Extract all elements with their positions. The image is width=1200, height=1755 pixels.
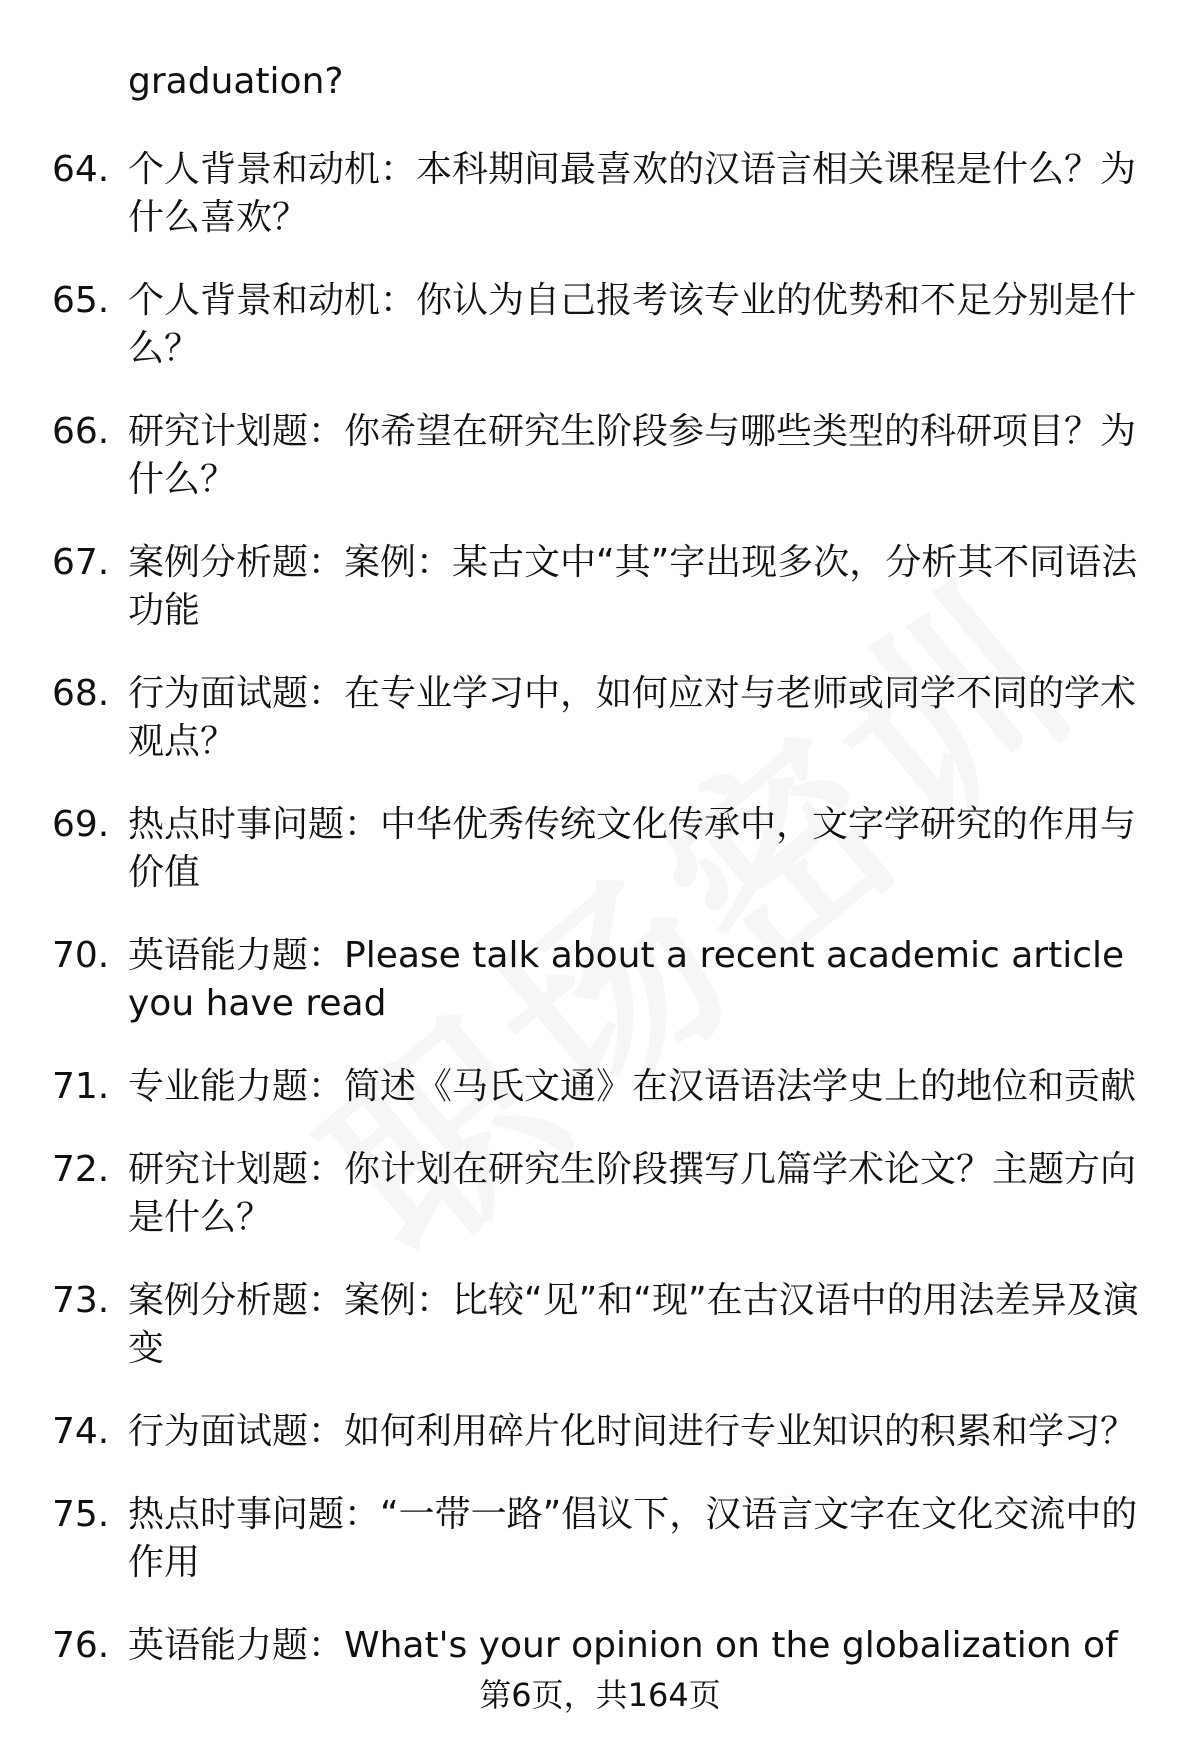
question-text: 热点时事问题：中华优秀传统文化传承中，文字学研究的作用与价值 xyxy=(128,804,1137,893)
page-footer: 第6页，共164页 xyxy=(479,1676,721,1714)
question-text: 专业能力题：简述《马氏文通》在汉语语法学史上的地位和贡献 xyxy=(128,1066,1137,1107)
list-item xyxy=(0,670,1200,801)
question-text: 案例分析题：案例：某古文中“其”字出现多次，分析其不同语法功能 xyxy=(128,542,1138,631)
list-item xyxy=(0,1491,1200,1622)
list-item xyxy=(0,932,1200,1063)
question-number: 64. xyxy=(52,149,110,190)
question-number: 67. xyxy=(52,542,110,583)
continuation-text: graduation? xyxy=(128,61,344,102)
question-list xyxy=(0,146,1200,1682)
list-item xyxy=(0,146,1200,277)
question-number: 68. xyxy=(52,673,110,714)
question-text: 热点时事问题：“一带一路”倡议下，汉语言文字在文化交流中的作用 xyxy=(128,1494,1138,1583)
question-text: 案例分析题：案例：比较“见”和“现”在古汉语中的用法差异及演变 xyxy=(128,1280,1139,1369)
question-number: 71. xyxy=(52,1066,110,1107)
question-number: 75. xyxy=(52,1494,110,1535)
question-text: 英语能力题：Please talk about a recent academic article you have read xyxy=(128,935,1125,1024)
question-text: 英语能力题：What's your opinion on the globalization of xyxy=(128,1625,1118,1666)
question-number: 73. xyxy=(52,1280,110,1321)
question-text: 行为面试题：在专业学习中，如何应对与老师或同学不同的学术观点？ xyxy=(128,673,1137,762)
question-number: 70. xyxy=(52,935,110,976)
question-number: 69. xyxy=(52,804,110,845)
question-number: 65. xyxy=(52,280,110,321)
question-number: 74. xyxy=(52,1411,110,1452)
list-item xyxy=(0,539,1200,670)
list-item xyxy=(0,801,1200,932)
list-item xyxy=(0,408,1200,539)
question-text: 个人背景和动机：本科期间最喜欢的汉语言相关课程是什么？为什么喜欢？ xyxy=(128,149,1137,238)
question-number: 76. xyxy=(52,1625,110,1666)
list-item xyxy=(0,1146,1200,1277)
list-item xyxy=(0,1408,1200,1491)
list-item xyxy=(0,1622,1200,1682)
question-text: 行为面试题：如何利用碎片化时间进行专业知识的积累和学习？ xyxy=(128,1411,1137,1452)
question-text: 研究计划题：你希望在研究生阶段参与哪些类型的科研项目？为什么？ xyxy=(128,411,1137,500)
question-number: 66. xyxy=(52,411,110,452)
question-number: 72. xyxy=(52,1149,110,1190)
list-item xyxy=(0,1063,1200,1146)
question-text: 研究计划题：你计划在研究生阶段撰写几篇学术论文？主题方向是什么？ xyxy=(128,1149,1137,1238)
list-item xyxy=(0,277,1200,408)
list-item xyxy=(0,1277,1200,1408)
question-text: 个人背景和动机：你认为自己报考该专业的优势和不足分别是什么？ xyxy=(128,280,1137,369)
